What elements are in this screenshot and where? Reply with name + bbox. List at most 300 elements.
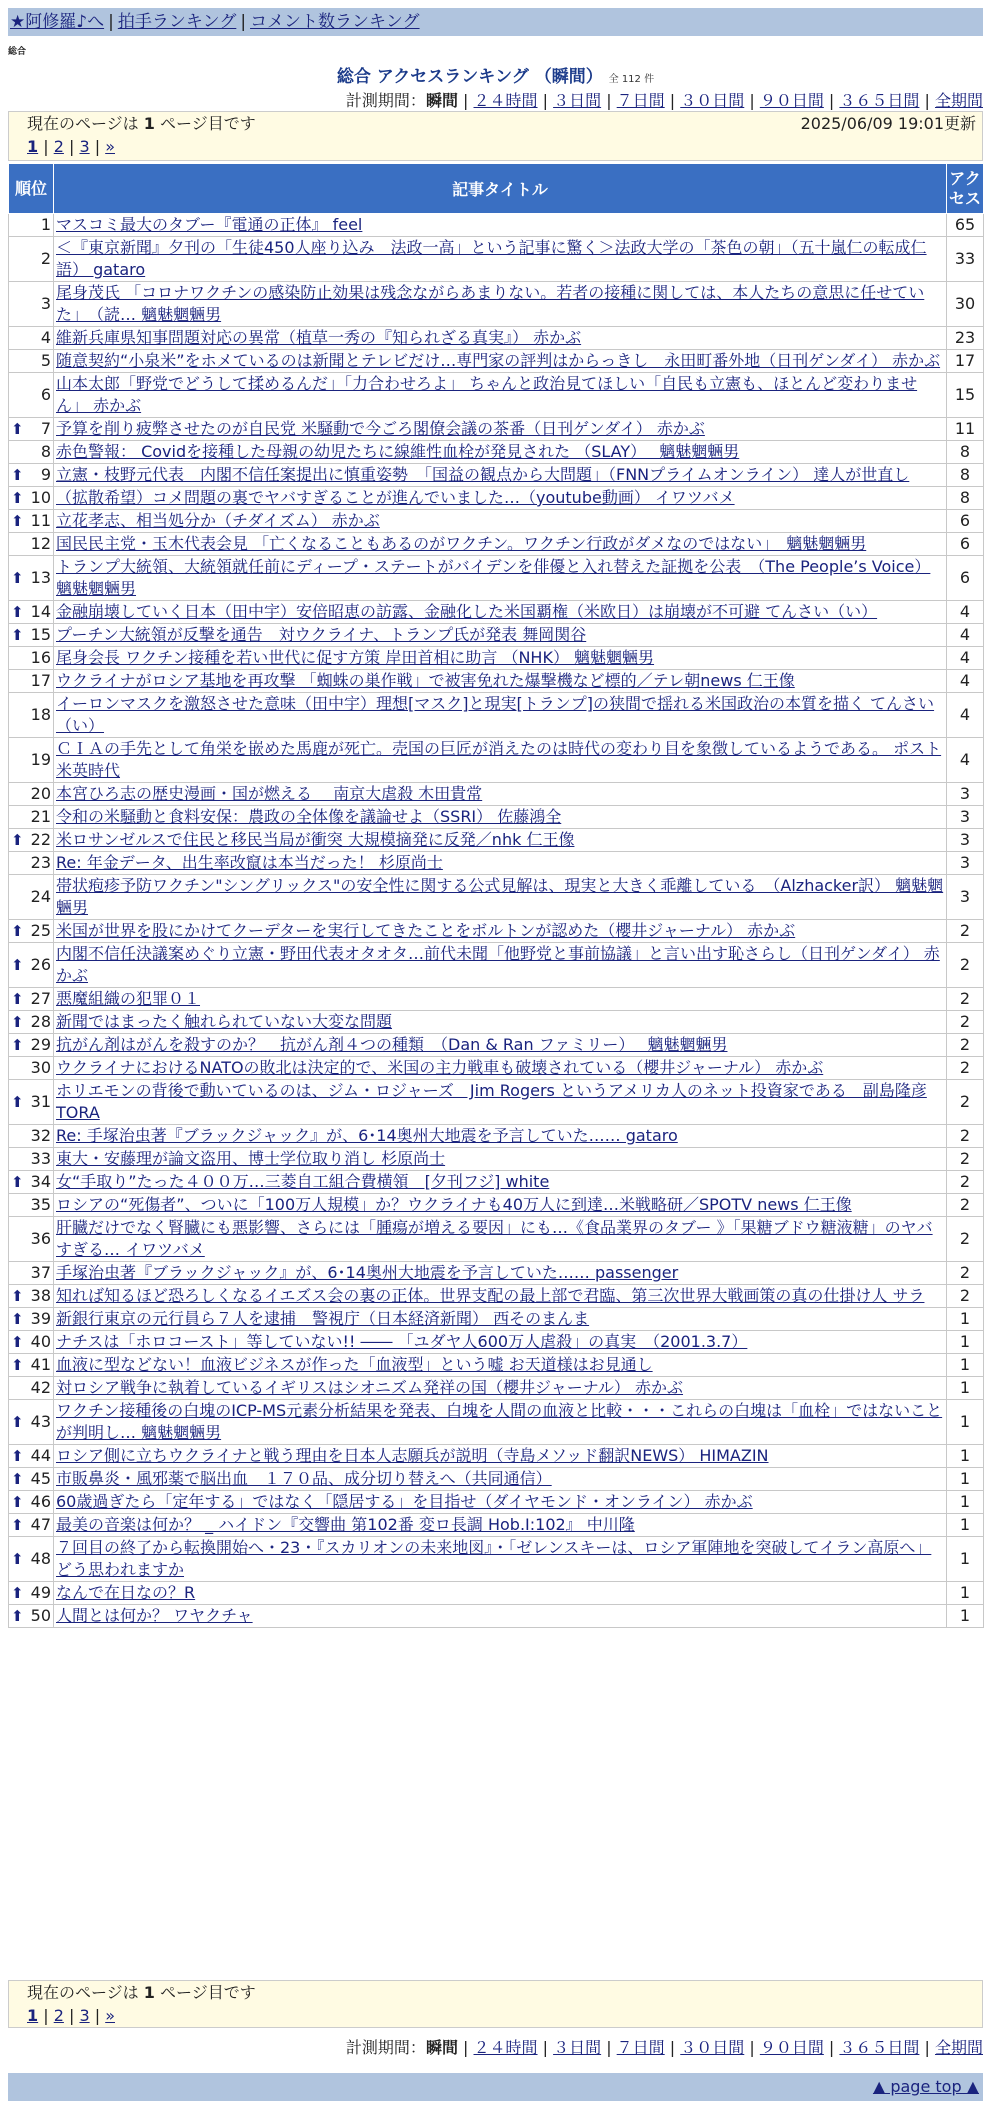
article-title-link[interactable]: ホリエモンの背後で動いているのは、ジム・ロジャーズ Jim Rogers というアメリカ人のネット投資家である 副島隆彦 TORA — [56, 1081, 927, 1122]
article-title-link[interactable]: ロシア側に立ちウクライナと戦う理由を日本人志願兵が説明（寺島メソッド翻訳NEWS） HIMAZIN — [56, 1446, 769, 1465]
article-title-link[interactable]: ロシアの“死傷者”、ついに「100万人規模」か？ウクライナも40万人に到達…米戦略研／SPOTV news 仁王像 — [56, 1195, 852, 1214]
ranking-row — [9, 852, 984, 875]
access-count: 1 — [947, 1377, 984, 1400]
period-option-link[interactable]: ３６５日間 — [839, 91, 920, 110]
article-title-link[interactable]: 国民民主党・玉木代表会見 「亡くなることもあるのがワクチン。ワクチン行政がダメなのではない」 魑魅魍魎男 — [56, 534, 867, 553]
rank-cell — [9, 1285, 54, 1308]
article-title-link[interactable]: 帯状疱疹予防ワクチン"シングリックス"の安全性に関する公式見解は、現実と大きく乖離している （Alzhacker訳） 魑魅魍魎男 — [56, 876, 944, 917]
rank-up-arrow-icon: ⬆ — [11, 626, 24, 644]
period-option-link[interactable]: ７日間 — [616, 2038, 665, 2057]
rank-cell — [9, 237, 54, 282]
article-title-link[interactable]: 東大・安藤理が論文盗用、博士学位取り消し 杉原尚士 — [56, 1149, 446, 1168]
pagination-separator: | — [89, 2006, 106, 2025]
rank-number: 9 — [40, 465, 51, 484]
article-title-link[interactable]: 本宮ひろ志の歴史漫画・国が燃える 南京大虐殺 木田貴常 — [56, 784, 483, 803]
access-count: 2 — [947, 1080, 984, 1125]
page-link-3[interactable]: 3 — [79, 2006, 90, 2025]
page-title-text: 総合 アクセスランキング （瞬間） — [336, 67, 603, 87]
article-title-link[interactable]: ７回目の終了から転換開始へ・23・『スカリオンの未来地図』・「ゼレンスキーは、ロシア軍陣地を突破してイラン高原へ」どう思われますか — [56, 1538, 932, 1579]
rank-up-arrow-icon: ⬆ — [11, 956, 24, 974]
rank-cell — [9, 852, 54, 875]
period-separator: | — [919, 91, 935, 110]
rank-cell — [9, 783, 54, 806]
ranking-row — [9, 1034, 984, 1057]
access-count: 30 — [947, 282, 984, 327]
article-title-link[interactable]: 令和の米騒動と食料安保：農政の全体像を議論せよ（SSRI） 佐藤鴻全 — [56, 807, 562, 826]
rank-number: 38 — [30, 1286, 51, 1305]
nav-separator: | — [240, 12, 247, 32]
title-cell — [54, 1171, 947, 1194]
access-count: 2 — [947, 1285, 984, 1308]
page-link-2[interactable]: 2 — [53, 2006, 64, 2025]
ranking-row — [9, 1377, 984, 1400]
access-count: 1 — [947, 1400, 984, 1445]
article-title-link[interactable]: 悪魔組織の犯罪０１ — [56, 989, 201, 1008]
access-count: 8 — [947, 487, 984, 510]
rank-number: 50 — [30, 1606, 51, 1625]
title-cell — [54, 1582, 947, 1605]
ranking-row — [9, 988, 984, 1011]
rank-up-arrow-icon: ⬆ — [11, 569, 24, 587]
period-option-link[interactable]: ２４時間 — [473, 2038, 538, 2057]
ranking-row — [9, 1354, 984, 1377]
title-cell — [54, 1605, 947, 1628]
period-separator: | — [823, 2038, 840, 2057]
access-count: 2 — [947, 1057, 984, 1080]
title-cell — [54, 533, 947, 556]
ranking-row — [9, 1308, 984, 1331]
period-separator: | — [823, 91, 840, 110]
title-cell — [54, 1491, 947, 1514]
page-link-1[interactable]: 1 — [27, 137, 39, 156]
rank-cell — [9, 418, 54, 441]
rank-number: 45 — [30, 1469, 51, 1488]
article-title-link[interactable]: 尾身茂氏 「コロナワクチンの感染防止効果は残念ながらあまりない。若者の接種に関しては、本人たちの意思に任せていた」 （読… 魑魅魍魎男 — [56, 283, 925, 324]
rank-cell — [9, 1125, 54, 1148]
period-option-link[interactable]: ２４時間 — [473, 91, 538, 110]
title-cell — [54, 327, 947, 350]
rank-number: 48 — [30, 1549, 51, 1568]
period-selector-bottom — [346, 2035, 983, 2058]
article-title-link[interactable]: 予算を削り疲弊させたのが自民党 米騒動で今ごろ閣僚会議の茶番（日刊ゲンダイ） 赤かぶ — [56, 419, 705, 438]
article-title-link[interactable]: 手塚治虫著『ブラックジャック』が、6･14奥州大地震を予言していた…… passenger — [56, 1263, 679, 1282]
rank-number: 42 — [30, 1378, 51, 1397]
article-title-link[interactable]: 米ロサンゼルスで住民と移民当局が衝突 大規模摘発に反発／nhk 仁王像 — [56, 830, 575, 849]
access-count: 4 — [947, 647, 984, 670]
page-top-link[interactable]: ▲ page top ▲ — [872, 2077, 979, 2096]
nav-link-0[interactable]: ★阿修羅♪へ — [10, 12, 105, 32]
rank-cell — [9, 464, 54, 487]
rank-cell — [9, 738, 54, 783]
title-cell — [54, 738, 947, 783]
period-option-link[interactable]: 全期間 — [934, 91, 983, 110]
period-option-link[interactable]: ３６５日間 — [839, 2038, 920, 2057]
article-title-link[interactable]: 知れば知るほど恐ろしくなるイエズス会の裏の正体。世界支配の最上部で君臨、第三次世界大戦画策の真の仕掛け人 サラ — [56, 1286, 925, 1305]
rank-cell — [9, 1514, 54, 1537]
rank-number: 43 — [30, 1412, 51, 1431]
page-status-prefix: 現在のページは — [27, 1983, 144, 2002]
ranking-row — [9, 441, 984, 464]
rank-up-arrow-icon: ⬆ — [11, 512, 24, 530]
rank-number: 44 — [30, 1446, 51, 1465]
rank-up-arrow-icon: ⬆ — [11, 489, 24, 507]
rank-number: 47 — [30, 1515, 51, 1534]
article-title-link[interactable]: 尾身会長 ワクチン接種を若い世代に促す方策 岸田首相に助言 （NHK） 魑魅魍魎男 — [56, 648, 655, 667]
top-nav-bar — [8, 8, 983, 36]
ranking-row — [9, 418, 984, 441]
access-count: 4 — [947, 601, 984, 624]
rank-cell — [9, 1537, 54, 1582]
rank-cell — [9, 1377, 54, 1400]
title-cell — [54, 920, 947, 943]
access-count: 1 — [947, 1445, 984, 1468]
article-title-link[interactable]: トランプ大統領、大統領就任前にディープ・ステートがバイデンを俳優と入れ替えた証拠を公表 （The People’s Voice） 魑魅魍魎男 — [56, 557, 931, 598]
access-count: 4 — [947, 670, 984, 693]
article-title-link[interactable]: 最美の音楽は何か？ _ ハイドン『交響曲 第102番 変ロ長調 Hob.I:102』 中川隆 — [56, 1515, 635, 1534]
title-cell — [54, 988, 947, 1011]
access-count: 1 — [947, 1514, 984, 1537]
rank-up-arrow-icon: ⬆ — [11, 1470, 24, 1488]
article-title-link[interactable]: Re: 年金データ、出生率改竄は本当だった！ 杉原尚士 — [56, 853, 443, 872]
paging-box-top — [8, 111, 983, 161]
page-status-suffix: ページ目です — [154, 114, 256, 133]
rank-number: 41 — [30, 1355, 51, 1374]
access-count: 2 — [947, 1011, 984, 1034]
period-separator: | — [537, 2038, 554, 2057]
rank-cell — [9, 920, 54, 943]
access-count: 2 — [947, 1034, 984, 1057]
title-cell — [54, 852, 947, 875]
ranking-row — [9, 1491, 984, 1514]
rank-cell — [9, 1491, 54, 1514]
rank-cell — [9, 1605, 54, 1628]
article-title-link[interactable]: なんで在日なの？R — [56, 1583, 196, 1602]
access-count: 2 — [947, 1194, 984, 1217]
access-count: 3 — [947, 783, 984, 806]
page-status — [9, 1981, 982, 2005]
pagination-separator: | — [89, 137, 106, 156]
period-separator: | — [664, 91, 681, 110]
rank-number: 31 — [30, 1092, 51, 1111]
rank-number: 26 — [30, 955, 51, 974]
period-option-link[interactable]: ３日間 — [553, 2038, 602, 2057]
access-count: 6 — [947, 510, 984, 533]
rank-header: 順位 — [9, 164, 54, 214]
ranking-row — [9, 920, 984, 943]
period-option-link[interactable]: ３日間 — [553, 91, 602, 110]
period-option-link[interactable]: ９０日間 — [759, 91, 824, 110]
period-option-link[interactable]: ７日間 — [616, 91, 665, 110]
rank-number: 16 — [30, 648, 51, 667]
article-title-link[interactable]: Re: 手塚治虫著『ブラックジャック』が、6･14奥州大地震を予言していた…… gataro — [56, 1126, 678, 1145]
title-cell — [54, 464, 947, 487]
rank-cell — [9, 1057, 54, 1080]
period-separator: | — [457, 91, 474, 110]
page-link-3[interactable]: 3 — [79, 137, 90, 156]
rank-cell — [9, 1400, 54, 1445]
article-title-link[interactable]: プーチン大統領が反撃を通告 対ウクライナ、トランプ氏が発表 舞岡関谷 — [56, 625, 587, 644]
rank-cell — [9, 214, 54, 237]
access-count: 2 — [947, 1262, 984, 1285]
rank-up-arrow-icon: ⬆ — [11, 1013, 24, 1031]
article-title-link[interactable]: ＜『東京新聞』夕刊の「生徒450人座り込み 法政一高」という記事に驚く＞法政大学の「茶色の朝」（五十嵐仁の転成仁語） gataro — [56, 238, 927, 279]
article-title-link[interactable]: 新銀行東京の元行員ら７人を逮捕 警視庁（日本経済新聞） 西そのまんま — [56, 1309, 590, 1328]
title-cell — [54, 510, 947, 533]
ranking-row — [9, 1400, 984, 1445]
rank-up-arrow-icon: ⬆ — [11, 831, 24, 849]
rank-number: 34 — [30, 1172, 51, 1191]
ranking-row — [9, 1285, 984, 1308]
article-title-link[interactable]: 内閣不信任決議案めぐり立憲・野田代表オタオタ…前代未聞「他野党と事前協議」と言い出す恥さらし（日刊ゲンダイ） 赤かぶ — [56, 944, 940, 985]
rank-number: 10 — [30, 488, 51, 507]
article-title-link[interactable]: 女“手取り”たった４００万…三菱自工組合費横領 [夕刊フジ] white — [56, 1172, 550, 1191]
rank-number: 28 — [30, 1012, 51, 1031]
title-cell — [54, 350, 947, 373]
article-title-link[interactable]: マスコミ最大のタブー『電通の正体』 feel — [56, 215, 363, 234]
access-count: 23 — [947, 327, 984, 350]
period-separator: | — [457, 2038, 474, 2057]
article-title-link[interactable]: 立憲・枝野元代表 内閣不信任案提出に慎重姿勢 「国益の観点から大問題」（FNNプライムオンライン） 達人が世直し — [56, 465, 910, 484]
article-title-link[interactable]: 市販鼻炎・風邪薬で脳出血 １７０品、成分切り替えへ（共同通信） — [56, 1469, 552, 1488]
rank-cell — [9, 601, 54, 624]
ranking-row — [9, 670, 984, 693]
pagination-separator: | — [63, 137, 80, 156]
ranking-row — [9, 829, 984, 852]
article-title-link[interactable]: ナチスは「ホロコースト」等していない!! ―― 「ユダヤ人600万人虐殺」の真実 （2001.3.7） — [56, 1332, 748, 1351]
article-title-link[interactable]: ウクライナにおけるNATOの敗北は決定的で、米国の主力戦車も破壊されている（櫻井ジャーナル） 赤かぶ — [56, 1058, 824, 1077]
rank-cell — [9, 670, 54, 693]
page-status-current: 1 — [143, 1983, 155, 2002]
article-title-link[interactable]: 肝臓だけでなく腎臓にも悪影響、さらには「腫瘍が増える要因」にも…《食品業界のタブー 》「果糖ブドウ糖液糖」のヤバすぎる… イワツバメ — [56, 1218, 933, 1259]
rank-cell — [9, 556, 54, 601]
access-count: 1 — [947, 1605, 984, 1628]
access-count: 6 — [947, 556, 984, 601]
access-count: 3 — [947, 875, 984, 920]
ranking-row — [9, 1582, 984, 1605]
ranking-row — [9, 693, 984, 738]
rank-up-arrow-icon: ⬆ — [11, 1333, 24, 1351]
access-count: 2 — [947, 943, 984, 988]
title-cell — [54, 1331, 947, 1354]
rank-cell — [9, 1148, 54, 1171]
access-count: 1 — [947, 1331, 984, 1354]
article-title-link[interactable]: 抗がん剤はがんを殺すのか？ 抗がん剤４つの種類 （Dan & Ran ファミリー） 魑魅魍魎男 — [56, 1035, 728, 1054]
period-option-link[interactable]: ３０日間 — [680, 2038, 745, 2057]
title-cell — [54, 647, 947, 670]
ranking-row — [9, 1171, 984, 1194]
rank-cell — [9, 533, 54, 556]
article-title-link[interactable]: 維新兵庫県知事問題対応の異常（植草一秀の『知られざる真実』） 赤かぶ — [56, 328, 582, 347]
rank-number: 33 — [30, 1149, 51, 1168]
title-cell — [54, 441, 947, 464]
pagination — [9, 2005, 982, 2027]
rank-number: 36 — [30, 1229, 51, 1248]
page-title-count: 全 112 件 — [608, 74, 655, 85]
rank-number: 24 — [30, 887, 51, 906]
access-count: 4 — [947, 738, 984, 783]
title-cell — [54, 1468, 947, 1491]
access-count: 33 — [947, 237, 984, 282]
access-count: 65 — [947, 214, 984, 237]
rank-number: 40 — [30, 1332, 51, 1351]
article-title-link[interactable]: 新聞ではまったく触れられていない大変な問題 — [56, 1012, 393, 1031]
rank-cell — [9, 1262, 54, 1285]
rank-number: 25 — [30, 921, 51, 940]
access-count: 1 — [947, 1582, 984, 1605]
period-option-link[interactable]: 全期間 — [934, 2038, 983, 2057]
ranking-row — [9, 1537, 984, 1582]
ranking-row — [9, 350, 984, 373]
ranking-row — [9, 1445, 984, 1468]
rank-cell — [9, 282, 54, 327]
title-cell — [54, 1308, 947, 1331]
rank-up-arrow-icon: ⬆ — [11, 1493, 24, 1511]
article-title-link[interactable]: ＣＩＡの手先として角栄を嵌めた馬鹿が死亡。売国の巨匠が消えたのは時代の変わり目を象徴しているようである。 ポスト米英時代 — [56, 739, 942, 780]
rank-number: 2 — [40, 249, 51, 268]
access-count: 6 — [947, 533, 984, 556]
period-option-link[interactable]: ３０日間 — [680, 91, 745, 110]
title-cell — [54, 214, 947, 237]
article-title-link[interactable]: 60歳過ぎたら「定年する」ではなく「隠居する」を目指せ（ダイヤモンド・オンライン） 赤かぶ — [56, 1492, 753, 1511]
article-title-link[interactable]: ワクチン接種後の白塊のICP-MS元素分析結果を発表、白塊を人間の血液と比較・・・これらの白塊は「血栓」ではないことが判明し… 魑魅魍魎男 — [56, 1401, 943, 1442]
rank-cell — [9, 943, 54, 988]
page-title — [0, 62, 991, 87]
access-count: 11 — [947, 418, 984, 441]
article-title-link[interactable]: 立花孝志、相当処分か（チダイズム） 赤かぶ — [56, 511, 380, 530]
title-cell — [54, 1148, 947, 1171]
ranking-row — [9, 214, 984, 237]
ranking-row — [9, 1514, 984, 1537]
access-count: 8 — [947, 464, 984, 487]
title-cell — [54, 806, 947, 829]
article-title-link[interactable]: ウクライナがロシア基地を再攻撃 「蜘蛛の巣作戦」で被害免れた爆撃機など標的／テレ朝news 仁王像 — [56, 671, 795, 690]
page-link-2[interactable]: 2 — [53, 137, 64, 156]
ranking-row — [9, 1468, 984, 1491]
page-status — [9, 112, 982, 136]
article-title-link[interactable]: イーロンマスクを激怒させた意味（田中宇）理想[マスク]と現実[トランプ]の狭間で揺れる米国政治の本質を描く てんさい（い） — [56, 694, 935, 735]
title-cell — [54, 418, 947, 441]
period-current: 瞬間 — [425, 2038, 458, 2057]
access-count: 2 — [947, 988, 984, 1011]
ranking-row — [9, 533, 984, 556]
title-cell — [54, 943, 947, 988]
rank-cell — [9, 487, 54, 510]
article-title-link[interactable]: 山本太郎「野党でどうして揉めるんだ」「力合わせろよ」 ちゃんと政治見てほしい「自民も立憲も、ほとんど変わりません」 赤かぶ — [56, 374, 918, 415]
page-link-1[interactable]: 1 — [27, 2006, 39, 2025]
rank-number: 27 — [30, 989, 51, 1008]
title-cell — [54, 1400, 947, 1445]
pagination-separator: | — [63, 2006, 80, 2025]
rank-cell — [9, 1011, 54, 1034]
ranking-row — [9, 1080, 984, 1125]
updated-timestamp: 2025/06/09 19:01更新 — [800, 114, 976, 133]
title-cell — [54, 624, 947, 647]
article-title-link[interactable]: 赤色警報： Covidを接種した母親の幼児たちに線維性血栓が発見された （SLAY） 魑魅魍魎男 — [56, 442, 740, 461]
rank-cell — [9, 1034, 54, 1057]
access-count: 1 — [947, 1468, 984, 1491]
rank-cell — [9, 441, 54, 464]
rank-up-arrow-icon: ⬆ — [11, 1550, 24, 1568]
access-count: 3 — [947, 829, 984, 852]
period-label: 計測期間： — [345, 91, 426, 110]
access-header: アクセス — [947, 164, 984, 214]
ranking-row — [9, 327, 984, 350]
rank-cell — [9, 988, 54, 1011]
title-cell — [54, 1514, 947, 1537]
rank-number: 20 — [30, 784, 51, 803]
pagination-separator: | — [38, 2006, 54, 2025]
nav-link-2[interactable]: コメント数ランキング — [250, 12, 420, 32]
rank-number: 8 — [40, 442, 51, 461]
ranking-row — [9, 556, 984, 601]
rank-number: 49 — [30, 1583, 51, 1602]
rank-cell — [9, 1171, 54, 1194]
page-status-prefix: 現在のページは — [27, 114, 144, 133]
access-count: 1 — [947, 1491, 984, 1514]
rank-up-arrow-icon: ⬆ — [11, 1287, 24, 1305]
access-count: 15 — [947, 373, 984, 418]
ranking-row — [9, 373, 984, 418]
rank-up-arrow-icon: ⬆ — [11, 1447, 24, 1465]
rank-up-arrow-icon: ⬆ — [11, 1584, 24, 1602]
rank-up-arrow-icon: ⬆ — [11, 603, 24, 621]
title-cell — [54, 693, 947, 738]
ranking-row — [9, 943, 984, 988]
period-label: 計測期間： — [345, 2038, 426, 2057]
ranking-row — [9, 464, 984, 487]
rank-number: 4 — [40, 328, 51, 347]
ranking-table — [8, 163, 984, 1628]
period-separator: | — [537, 91, 554, 110]
rank-cell — [9, 829, 54, 852]
paging-box-bottom — [8, 1980, 983, 2028]
next-page-link[interactable]: » — [105, 137, 115, 156]
rank-number: 30 — [30, 1058, 51, 1077]
next-page-link[interactable]: » — [105, 2006, 115, 2025]
rank-cell — [9, 647, 54, 670]
nav-link-1[interactable]: 拍手ランキング — [117, 12, 237, 32]
title-cell — [54, 829, 947, 852]
rank-cell — [9, 1331, 54, 1354]
title-cell — [54, 1125, 947, 1148]
rank-number: 11 — [30, 511, 51, 530]
ranking-row — [9, 1217, 984, 1262]
article-title-link[interactable]: 米国が世界を股にかけてクーデターを実行してきたことをボルトンが認めた（櫻井ジャーナル） 赤かぶ — [56, 921, 796, 940]
article-title-link[interactable]: 対ロシア戦争に執着しているイギリスはシオニズム発祥の国（櫻井ジャーナル） 赤かぶ — [56, 1378, 684, 1397]
rank-cell — [9, 875, 54, 920]
rank-number: 32 — [30, 1126, 51, 1145]
article-title-link[interactable]: 随意契約“小泉米”をホメているのは新聞とテレビだけ…専門家の評判はからっきし 永田町番外地（日刊ゲンダイ） 赤かぶ — [56, 351, 941, 370]
article-title-link[interactable]: 人間とは何か？ ワヤクチャ — [56, 1606, 253, 1625]
access-count: 1 — [947, 1354, 984, 1377]
title-cell — [54, 1262, 947, 1285]
period-option-link[interactable]: ９０日間 — [759, 2038, 824, 2057]
nav-separator: | — [108, 12, 114, 32]
article-title-link[interactable]: （拡散希望）コメ問題の裏でヤバすぎることが進んでいました…（youtube動画） イワツバメ — [56, 488, 735, 507]
article-title-link[interactable]: 金融崩壊していく日本（田中宇）安倍昭恵の訪露、金融化した米国覇権（米欧日）は崩壊が不可避 てんさい（い） — [56, 602, 878, 621]
access-count: 17 — [947, 350, 984, 373]
period-separator: | — [919, 2038, 935, 2057]
ranking-row — [9, 875, 984, 920]
rank-number: 5 — [40, 351, 51, 370]
title-cell — [54, 556, 947, 601]
access-count: 4 — [947, 624, 984, 647]
rank-up-arrow-icon: ⬆ — [11, 1310, 24, 1328]
title-cell — [54, 1011, 947, 1034]
ranking-row — [9, 1262, 984, 1285]
article-title-link[interactable]: 血液に型などない！血液ビジネスが作った「血液型」という嘘 お天道様はお見通し — [56, 1355, 653, 1374]
ranking-row — [9, 647, 984, 670]
